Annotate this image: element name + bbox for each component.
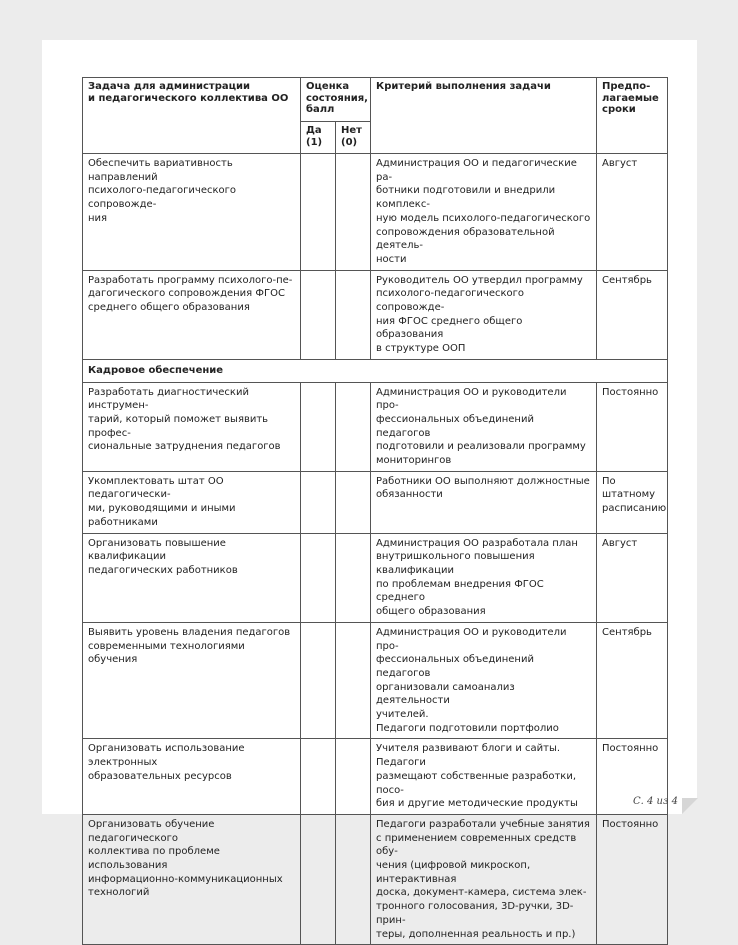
deadline-cell: Сентябрь [597,270,668,359]
criterion-cell: Руководитель ОО утвердил программу психолого-педагогического сопровожде- ния ФГОС среднего общего образования в структуре ООП [371,270,597,359]
no-cell [336,814,371,944]
header-deadline: Предпо- лагаемые сроки [597,78,668,154]
no-cell [336,471,371,533]
page-curl-corner [682,798,698,814]
criterion-cell: Учителя развивают блоги и сайты. Педагоги размещают собственные разработки, посо- бия и другие методические продукты [371,739,597,815]
task-cell: Обеспечить вариативность направлений психолого-педагогического сопровожде- ния [83,154,301,271]
deadline-cell: По штатному расписанию [597,471,668,533]
table-row [83,814,668,944]
no-cell [336,739,371,815]
header-score: Оценка состояния, балл [301,78,371,122]
yes-cell [301,533,336,622]
table-row [83,382,668,471]
task-cell: Организовать использование электронных образовательных ресурсов [83,739,301,815]
yes-cell [301,471,336,533]
yes-cell [301,622,336,739]
yes-cell [301,739,336,815]
header-no: Нет (0) [336,122,371,154]
table-row [83,622,668,739]
section-title: Кадровое обеспечение [83,359,668,382]
no-cell [336,533,371,622]
header-criterion: Критерий выполнения задачи [371,78,597,154]
table-row [83,154,668,271]
table-row [83,739,668,815]
deadline-cell: Август [597,154,668,271]
task-cell: Укомплектовать штат ОО педагогически- ми, руководящими и иными работниками [83,471,301,533]
task-cell: Организовать обучение педагогического коллектива по проблеме использования информационно-коммуникационных технологий [83,814,301,944]
task-cell: Организовать повышение квалификации педагогических работников [83,533,301,622]
deadline-cell: Постоянно [597,739,668,815]
header-task: Задача для администрации и педагогического коллектива ОО [83,78,301,154]
task-cell: Разработать программу психолого-пе- дагогического сопровождения ФГОС среднего общего образования [83,270,301,359]
yes-cell [301,270,336,359]
table-row [83,471,668,533]
yes-cell [301,382,336,471]
no-cell [336,270,371,359]
deadline-cell: Постоянно [597,382,668,471]
header-yes: Да (1) [301,122,336,154]
criterion-cell: Педагоги разработали учебные занятия с применением современных средств обу- чения (цифровой микроскоп, интерактивная доска, документ-камера, система элек- тронного голосования, 3D-ручки, 3D-прин- теры, дополненная реальность и пр.) [371,814,597,944]
plan-table [82,77,668,945]
criterion-cell: Администрация ОО и руководители про- фессиональных объединений педагогов организовали самоанализ деятельности учителей. Педагоги подготовили портфолио [371,622,597,739]
yes-cell [301,154,336,271]
yes-cell [301,814,336,944]
no-cell [336,622,371,739]
criterion-cell: Администрация ОО и руководители про- фессиональных объединений педагогов подготовили и реализовали программу мониторингов [371,382,597,471]
no-cell [336,154,371,271]
no-cell [336,382,371,471]
task-cell: Выявить уровень владения педагогов современными технологиями обучения [83,622,301,739]
deadline-cell: Август [597,533,668,622]
deadline-cell: Сентябрь [597,622,668,739]
deadline-cell: Постоянно [597,814,668,944]
criterion-cell: Работники ОО выполняют должностные обязанности [371,471,597,533]
section-row [83,359,668,382]
page-number: С. 4 из 4 [633,796,678,807]
task-cell: Разработать диагностический инструмен- тарий, который поможет выявить профес- сиональные затруднения педагогов [83,382,301,471]
criterion-cell: Администрация ОО и педагогические ра- ботники подготовили и внедрили комплекс- ную модель психолого-педагогического сопровождения образовательной деятель- ности [371,154,597,271]
table-row [83,533,668,622]
table-row [83,270,668,359]
criterion-cell: Администрация ОО разработала план внутришкольного повышения квалификации по проблемам внедрения ФГОС среднего общего образования [371,533,597,622]
